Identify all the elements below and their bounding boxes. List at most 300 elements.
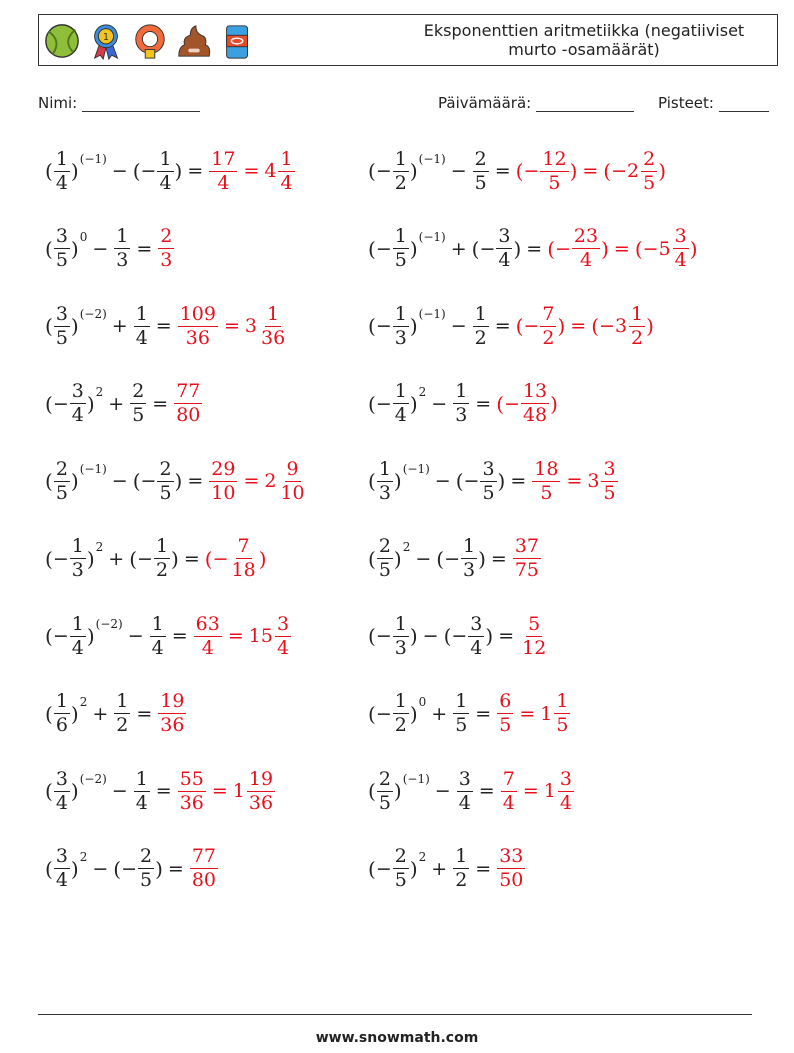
- fraction: [393, 227, 409, 270]
- answer: [515, 302, 654, 349]
- open-paren: (: [368, 779, 376, 803]
- denominator: 4: [159, 171, 172, 194]
- close-paren: ): [70, 701, 79, 726]
- fraction: [377, 457, 393, 504]
- fraction: [457, 767, 473, 814]
- open-paren: (: [515, 159, 524, 183]
- denominator: 5: [55, 249, 68, 271]
- minus-sign: −: [599, 315, 615, 337]
- exponent: (−1): [418, 307, 446, 321]
- fraction: [393, 382, 409, 425]
- fraction: [54, 692, 70, 735]
- whole-number: 3: [587, 470, 600, 492]
- numerator: 77: [191, 845, 217, 867]
- problem-expression: [368, 755, 575, 827]
- fraction: [497, 847, 525, 890]
- numerator: 1: [455, 380, 468, 402]
- exponent: 2: [95, 539, 104, 554]
- fraction: [393, 692, 409, 735]
- numerator: 1: [55, 147, 68, 170]
- problem-expression: [368, 600, 549, 672]
- svg-text:1: 1: [102, 32, 110, 44]
- fraction: [138, 847, 154, 890]
- numerator: 1: [556, 690, 569, 712]
- score-label: Pisteet:: [658, 94, 714, 112]
- numerator: 3: [55, 225, 68, 247]
- close-paren: ): [393, 779, 402, 803]
- fraction: [601, 457, 617, 504]
- minus-sign: −: [479, 237, 496, 260]
- numerator: 2: [159, 457, 172, 480]
- problem-expression: [368, 445, 619, 517]
- close-paren: ): [409, 701, 418, 726]
- problem-expression: [45, 678, 187, 750]
- close-paren: ): [409, 391, 418, 416]
- fraction: [190, 847, 218, 890]
- denominator: 3: [160, 249, 173, 271]
- numerator: 1: [159, 147, 172, 170]
- whole-number: 2: [627, 160, 640, 182]
- fraction: [134, 302, 150, 349]
- answer: [496, 382, 558, 425]
- open-paren: (: [471, 236, 480, 261]
- fraction: [70, 537, 86, 580]
- denominator: 4: [498, 249, 511, 271]
- denominator: 4: [559, 791, 572, 814]
- numerator: 3: [559, 767, 572, 790]
- whole-number: 3: [614, 315, 628, 337]
- denominator: 5: [455, 714, 468, 736]
- fraction: [532, 457, 560, 504]
- minus-sign: −: [375, 625, 392, 647]
- denominator: 5: [394, 869, 407, 891]
- operator: +: [111, 315, 128, 337]
- operator: +: [431, 857, 448, 880]
- numerator: 1: [55, 690, 68, 712]
- fraction: [521, 382, 549, 425]
- equals-sign: =: [155, 780, 172, 802]
- fraction: [461, 537, 477, 580]
- fraction: [540, 147, 568, 194]
- denominator: 5: [499, 714, 512, 736]
- denominator: 4: [579, 249, 593, 271]
- denominator: 36: [261, 326, 286, 349]
- whole-number: 3: [244, 315, 257, 337]
- denominator: 5: [378, 559, 391, 581]
- whole-number: 2: [264, 470, 277, 492]
- fraction: [520, 612, 548, 659]
- close-paren: ): [174, 469, 183, 493]
- numerator: 2: [132, 380, 145, 402]
- fraction: [673, 227, 689, 270]
- answer: [193, 612, 292, 659]
- problem-row: [0, 600, 794, 672]
- numerator: 2: [140, 845, 153, 867]
- fraction: [513, 537, 541, 580]
- problem-row: [0, 755, 794, 827]
- name-label: Nimi:: [38, 94, 78, 112]
- fraction: [453, 692, 469, 735]
- denominator: 75: [514, 559, 540, 581]
- footer-url: www.snowmath.com: [315, 1030, 479, 1046]
- minus-sign: −: [555, 237, 571, 260]
- close-paren: ): [393, 469, 402, 493]
- minus-sign: −: [611, 160, 628, 182]
- problem-expression: [368, 523, 542, 595]
- denominator: 50: [499, 869, 524, 891]
- exponent: 2: [418, 849, 427, 864]
- fraction: [501, 767, 517, 814]
- close-paren: ): [174, 159, 183, 183]
- numerator: 1: [378, 457, 391, 480]
- open-paren: (: [443, 624, 452, 648]
- problem-row: [0, 833, 794, 905]
- numerator: 3: [498, 225, 511, 247]
- exponent: (−1): [402, 772, 430, 786]
- answer: [547, 227, 697, 270]
- problem-expression: [45, 523, 267, 595]
- operator: −: [415, 547, 432, 570]
- problem-row: [0, 213, 794, 285]
- open-paren: (: [45, 469, 53, 493]
- numerator: 19: [160, 690, 185, 712]
- fraction: [468, 612, 484, 659]
- numerator: 6: [499, 690, 512, 712]
- equals-sign: =: [152, 392, 169, 415]
- denominator: 5: [548, 171, 561, 194]
- numerator: 1: [155, 535, 169, 557]
- denominator: 5: [55, 481, 68, 504]
- open-paren: (: [132, 469, 141, 493]
- exponent: 2: [418, 384, 427, 399]
- exponent: (−1): [402, 462, 430, 476]
- answer-equals-sign: =: [223, 315, 240, 337]
- denominator: 5: [474, 171, 487, 194]
- fraction: [572, 227, 600, 270]
- open-paren: (: [634, 236, 643, 261]
- minus-sign: −: [375, 392, 392, 415]
- numerator: 2: [643, 147, 656, 170]
- denominator: 3: [378, 481, 391, 504]
- equals-sign: =: [475, 392, 492, 415]
- numerator: 3: [276, 612, 290, 635]
- close-paren: ): [689, 236, 698, 261]
- whole-number: 1: [232, 780, 245, 802]
- footer-divider: [38, 1014, 752, 1015]
- fraction: [259, 302, 287, 349]
- fraction: [178, 767, 206, 814]
- numerator: 1: [135, 302, 148, 325]
- exponent: 2: [95, 384, 104, 399]
- open-paren: (: [496, 391, 505, 416]
- open-paren: (: [515, 314, 524, 338]
- open-paren: (: [436, 546, 445, 571]
- numerator: 1: [631, 302, 644, 325]
- equals-sign: =: [183, 547, 200, 570]
- minus-sign: −: [463, 470, 480, 492]
- fraction: [629, 302, 645, 349]
- close-paren: ): [409, 624, 418, 648]
- problem-expression: [45, 833, 219, 905]
- denominator: 4: [135, 791, 148, 814]
- denominator: 36: [185, 326, 210, 349]
- numerator: 2: [378, 767, 391, 790]
- open-paren: (: [455, 469, 464, 493]
- answer: [205, 537, 267, 580]
- close-paren: ): [478, 546, 486, 571]
- minus-sign: −: [140, 160, 157, 182]
- numerator: 33: [499, 845, 524, 867]
- lifebuoy-icon: [131, 21, 169, 61]
- open-paren: (: [603, 159, 612, 183]
- open-paren: (: [368, 236, 376, 261]
- denominator: 5: [603, 481, 616, 504]
- fraction: [54, 767, 70, 814]
- denominator: 5: [394, 249, 407, 271]
- denominator: 2: [631, 326, 644, 349]
- numerator: 5: [528, 612, 541, 635]
- numerator: 3: [55, 302, 68, 325]
- open-paren: (: [129, 546, 138, 571]
- close-paren: ): [86, 546, 95, 571]
- denominator: 5: [540, 481, 553, 504]
- answer-equals-sign: =: [211, 780, 228, 802]
- numerator: 63: [195, 612, 220, 635]
- open-paren: (: [591, 314, 600, 338]
- answer: [531, 457, 618, 504]
- numerator: 2: [378, 535, 391, 557]
- open-paren: (: [368, 469, 376, 493]
- answer: [157, 692, 187, 735]
- denominator: 36: [248, 791, 274, 814]
- name-blank[interactable]: [82, 97, 200, 112]
- equals-sign: =: [136, 237, 153, 260]
- answer-equals-sign: =: [570, 315, 587, 337]
- denominator: 5: [140, 869, 153, 891]
- answer: [496, 692, 571, 735]
- numerator: 77: [176, 380, 201, 402]
- answer-equals-sign: =: [582, 160, 599, 182]
- operator: −: [92, 237, 109, 260]
- problem-row: [0, 678, 794, 750]
- fraction: [154, 537, 170, 580]
- denominator: 4: [55, 791, 68, 814]
- numerator: 2: [474, 147, 487, 170]
- minus-sign: −: [52, 625, 69, 647]
- close-paren: ): [409, 314, 418, 338]
- close-paren: ): [70, 856, 79, 881]
- fraction: [150, 612, 166, 659]
- open-paren: (: [132, 159, 141, 183]
- fraction: [70, 612, 86, 659]
- answer: [173, 382, 203, 425]
- denominator: 80: [176, 404, 201, 426]
- fraction: [54, 147, 70, 194]
- numerator: 1: [135, 767, 148, 790]
- numerator: 1: [394, 380, 407, 402]
- answer-equals-sign: =: [522, 780, 539, 802]
- title-line-1: Eksponenttien aritmetiikka (negatiiviset: [423, 21, 745, 40]
- open-paren: (: [45, 391, 53, 416]
- problem-row: [0, 135, 794, 207]
- denominator: 2: [394, 171, 407, 194]
- open-paren: (: [547, 236, 555, 261]
- operator: −: [111, 780, 128, 802]
- denominator: 5: [378, 791, 391, 814]
- close-paren: ): [658, 159, 667, 183]
- equals-sign: =: [478, 780, 495, 802]
- numerator: 1: [394, 690, 407, 712]
- minus-sign: −: [121, 857, 138, 880]
- minus-sign: −: [451, 625, 468, 647]
- denominator: 80: [191, 869, 217, 891]
- close-paren: ): [557, 314, 566, 338]
- fraction: [496, 227, 512, 270]
- title-line-2: murto -osamäärät): [508, 40, 660, 59]
- denominator: 4: [71, 404, 84, 426]
- equals-sign: =: [136, 702, 153, 725]
- operator: −: [434, 780, 451, 802]
- whole-number: 5: [658, 237, 671, 260]
- fraction: [393, 847, 409, 890]
- problem-expression: [45, 368, 203, 440]
- answer: [515, 147, 667, 194]
- problem-row: [0, 368, 794, 440]
- numerator: 9: [286, 457, 299, 480]
- answer-equals-sign: =: [227, 625, 244, 647]
- close-paren: ): [550, 391, 558, 416]
- fraction: [558, 767, 574, 814]
- numerator: 3: [71, 380, 84, 402]
- answer: [189, 847, 219, 890]
- close-paren: ): [409, 856, 418, 881]
- close-paren: ): [601, 236, 609, 261]
- fraction: [157, 147, 173, 194]
- open-paren: (: [45, 546, 53, 571]
- exponent: 0: [418, 694, 427, 709]
- numerator: 1: [455, 690, 468, 712]
- equals-sign: =: [494, 315, 511, 337]
- denominator: 48: [522, 404, 548, 426]
- fraction: [393, 612, 409, 659]
- answer: [208, 147, 295, 194]
- fraction: [453, 847, 469, 890]
- denominator: 3: [71, 559, 84, 581]
- numerator: 1: [151, 612, 164, 635]
- denominator: 5: [55, 326, 68, 349]
- exponent: (−2): [79, 307, 107, 321]
- operator: −: [431, 392, 448, 415]
- minus-sign: −: [52, 392, 69, 415]
- numerator: 3: [603, 457, 616, 480]
- operator: −: [92, 857, 109, 880]
- numerator: 3: [482, 457, 495, 480]
- problem-expression: [368, 833, 526, 905]
- denominator: 3: [394, 326, 407, 349]
- answer: [157, 227, 175, 270]
- operator: +: [450, 237, 467, 260]
- operator: −: [450, 315, 467, 337]
- denominator: 4: [458, 791, 471, 814]
- denominator: 18: [231, 559, 256, 581]
- open-paren: (: [368, 624, 376, 648]
- close-paren: ): [497, 469, 506, 493]
- minus-sign: −: [642, 237, 659, 260]
- exponent: 2: [79, 849, 88, 864]
- numerator: 1: [474, 302, 487, 325]
- minus-sign: −: [375, 702, 392, 725]
- fraction: [473, 302, 489, 349]
- operator: +: [108, 392, 125, 415]
- problem-row: [0, 445, 794, 517]
- equals-sign: =: [475, 857, 492, 880]
- numerator: 1: [394, 147, 407, 170]
- close-paren: ): [258, 546, 267, 571]
- open-paren: (: [45, 701, 53, 726]
- fraction: [54, 457, 70, 504]
- open-paren: (: [45, 779, 53, 803]
- close-paren: ): [70, 159, 79, 183]
- whole-number: 15: [248, 625, 273, 647]
- fraction: [130, 382, 146, 425]
- tennis-ball-icon: [43, 21, 81, 61]
- fraction: [278, 457, 306, 504]
- date-blank[interactable]: [536, 97, 634, 112]
- operator: −: [127, 625, 144, 647]
- fraction: [377, 537, 393, 580]
- fraction: [209, 457, 237, 504]
- fraction: [230, 537, 258, 580]
- minus-sign: −: [137, 547, 153, 570]
- score-blank[interactable]: [719, 97, 769, 112]
- numerator: 17: [211, 147, 236, 170]
- problem-expression: [368, 213, 698, 285]
- open-paren: (: [368, 856, 376, 881]
- denominator: 5: [132, 404, 145, 426]
- numerator: 2: [394, 845, 407, 867]
- denominator: 2: [394, 714, 407, 736]
- fraction: [275, 612, 291, 659]
- denominator: 4: [151, 636, 164, 659]
- fraction: [54, 847, 70, 890]
- denominator: 6: [55, 714, 68, 736]
- operator: −: [434, 470, 451, 492]
- equals-sign: =: [494, 160, 511, 182]
- denominator: 3: [394, 636, 407, 659]
- name-field: [38, 94, 200, 112]
- problem-expression: [368, 368, 558, 440]
- fraction: [473, 147, 489, 194]
- problem-expression: [45, 445, 308, 517]
- denominator: 3: [116, 249, 129, 271]
- close-paren: ): [155, 856, 163, 881]
- open-paren: (: [45, 159, 53, 183]
- problem-row: [0, 290, 794, 362]
- equals-sign: =: [171, 625, 188, 647]
- fraction: [480, 457, 496, 504]
- numerator: 55: [179, 767, 204, 790]
- answer: [519, 612, 549, 659]
- exponent: (−1): [79, 462, 107, 476]
- problem-expression: [45, 290, 288, 362]
- answer-equals-sign: =: [613, 237, 630, 260]
- numerator: 13: [522, 380, 548, 402]
- equals-sign: =: [490, 547, 507, 570]
- operator: −: [111, 160, 128, 182]
- exponent: (−2): [79, 772, 107, 786]
- close-paren: ): [70, 469, 79, 493]
- fraction: [178, 302, 218, 349]
